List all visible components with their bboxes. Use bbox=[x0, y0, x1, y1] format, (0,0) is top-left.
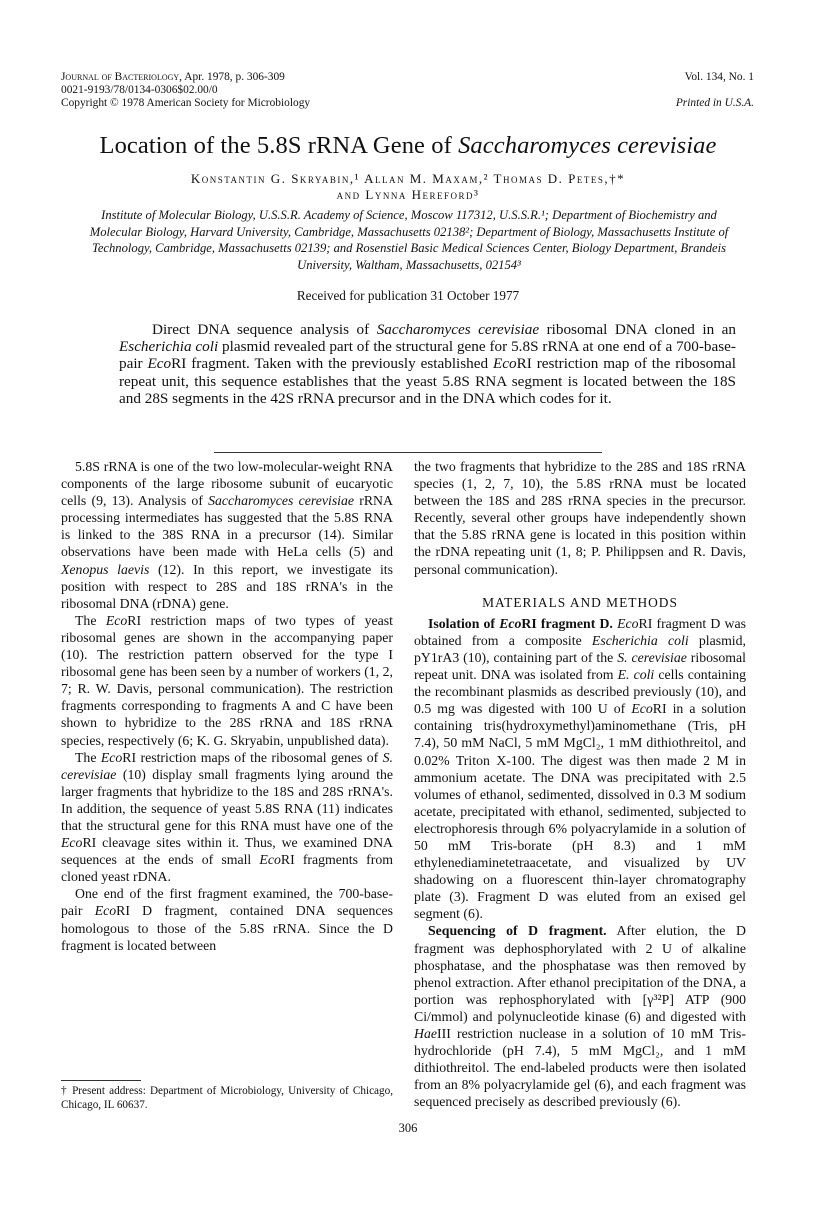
subsection-heading bbox=[428, 616, 613, 631]
body-text: (10) display small fragments lying around the larger fragments that hybridize to the 18S and 28S rRNA's. In addition, the sequence of yeast 5.8S RNA (11) indicates that the structural gene for this RNA must have one of the bbox=[61, 766, 393, 833]
body-text: ribosomal repeat unit. DNA was isolated from bbox=[414, 649, 746, 683]
enzyme-name: Eco bbox=[94, 903, 117, 919]
footnote-divider bbox=[61, 1080, 141, 1081]
body-text: (12). In this report, we investigate its position with respect to 28S and 18S rRNA's in the ribosomal DNA (rDNA) gene. bbox=[61, 561, 393, 611]
enzyme-name: Eco bbox=[259, 852, 281, 868]
abstract-text: plasmid revealed part of the structural gene for 5.8S rRNA at one end of a 700-base-pair bbox=[119, 338, 736, 373]
journal-name: Journal of Bacteriology bbox=[61, 71, 180, 83]
methods-paragraph-2 bbox=[414, 922, 746, 1110]
abstract-text: Direct DNA sequence analysis of bbox=[152, 321, 377, 338]
abstract-text: ribosomal DNA cloned in an bbox=[539, 321, 736, 338]
journal-citation bbox=[61, 71, 285, 84]
authors-line-1: Konstantin G. Skryabin,¹ Allan M. Maxam,² Thomas D. Petes,†* bbox=[190, 171, 626, 186]
body-text: cells containing the recombinant plasmids as described previously (10), and 0.5 mg was digested with 100 U of bbox=[414, 667, 747, 717]
heading-text: Isolation of bbox=[428, 615, 500, 631]
left-column bbox=[61, 458, 393, 954]
intro-paragraph-4 bbox=[61, 885, 393, 953]
body-text: RI restriction maps of two types of yeast ribosomal genes are shown in the accompanying paper (10). The restriction pattern observed for the type I ribosomal gene has been seen by a number of workers (1, 2, 7; R. W. Davis, personal communication). The restriction fragments corresponding to fragments A and C have been shown to hybridize to the 28S rRNA and 18S rRNA species, respectively (6; K. G. Skryabin, unpublished data). bbox=[61, 612, 393, 748]
species-name: Saccharomyces cerevisiae bbox=[376, 321, 540, 338]
enzyme-name: Eco bbox=[493, 355, 517, 373]
body-text: RI restriction maps of the ribosomal genes of bbox=[122, 749, 383, 765]
article-title bbox=[0, 132, 816, 160]
intro-paragraph-3 bbox=[61, 749, 393, 886]
abstract bbox=[119, 321, 736, 407]
enzyme-name: Eco bbox=[147, 355, 172, 373]
page-number: 306 bbox=[398, 1121, 418, 1135]
body-text: rRNA processing intermediates has suggested that the 5.8S RNA is linked to the 38S RNA in a precursor (14). Similar observations have been made with HeLa cells (5) and bbox=[61, 493, 393, 560]
abstract-text: RI fragment. Taken with the previously established bbox=[171, 355, 494, 373]
body-text: After elution, the D fragment was dephosphorylated with 2 U of alkaline phosphatase, and the phosphatase was then removed by phenol extraction. After ethanol precipitation of the DNA, a portion was rephosphorylated with [γ³²P] ATP (900 Ci/mmol) and polynucleotide kinase (6) and digested with bbox=[414, 923, 747, 1024]
intro-continuation: the two fragments that hybridize to the 28S and 18S rRNA species (1, 2, 7, 10), the 5.8S rRNA must be located between the 18S and 28S rRNA species in the precursor. Recently, several other groups have independently shown that the 5.8S rRNA gene is located in this position within the rDNA repeating unit (1, 8; P. Philippsen and R. Davis, personal communication). bbox=[414, 459, 746, 577]
body-text: RI cleavage sites within it. Thus, we examined DNA sequences at the ends of small bbox=[61, 835, 393, 868]
body-text: RI fragment D was obtained from a composite bbox=[414, 615, 747, 648]
methods-paragraph-1 bbox=[414, 615, 746, 923]
volume-info: Vol. 134, No. 1 bbox=[684, 71, 754, 83]
enzyme-name: Eco bbox=[100, 749, 123, 765]
body-text: 5.8S rRNA is one of the two low-molecular-weight RNA components of the large ribosome subunit of eucaryotic cells (9, 13). Analysis of bbox=[61, 459, 393, 509]
enzyme-name: Eco bbox=[631, 701, 653, 717]
abstract-paragraph bbox=[119, 321, 736, 407]
enzyme-name: Eco bbox=[105, 612, 128, 628]
title-main: Location of the 5.8S rRNA Gene of bbox=[99, 132, 459, 159]
abstract-divider bbox=[214, 452, 602, 453]
printed-in: Printed in U.S.A. bbox=[675, 97, 754, 109]
intro-paragraph-2 bbox=[61, 612, 393, 749]
authors-line-2: and Lynna Hereford³ bbox=[336, 187, 480, 202]
issn: 0021-9193/78/0134-0306$02.00/0 bbox=[61, 84, 218, 96]
body-text: One end of the first fragment examined, the 700-base-pair bbox=[61, 886, 393, 919]
enzyme-name: Eco bbox=[617, 615, 639, 631]
species-name: Escherichia coli bbox=[591, 632, 689, 648]
body-text: plasmid, pY1rA3 (10), containing part of the bbox=[414, 632, 746, 665]
species-name: S. cerevisiae bbox=[617, 649, 687, 665]
enzyme-name: Eco bbox=[499, 615, 522, 631]
footnote: † Present address: Department of Microbiology, University of Chicago, Chicago, IL 60637. bbox=[61, 1085, 393, 1111]
intro-paragraph-1 bbox=[61, 458, 393, 612]
enzyme-name: Hae bbox=[414, 1026, 437, 1041]
journal-issue-pages: , Apr. 1978, p. 306-309 bbox=[179, 71, 285, 83]
body-text: RI fragments from cloned yeast rDNA. bbox=[61, 852, 393, 885]
affiliations: Institute of Molecular Biology, U.S.S.R. Academy of Science, Moscow 117312, U.S.S.R.¹; Department of Biochemistry and Molecular Biology, Harvard University, Cambridge, Massachusetts 02138²; Department of Biology, Massachusetts Institute of Technology, Cambridge, Massachusetts 02139; and Rosenstiel Basic Medical Sciences Center, Biology Department, Brandeis University, Waltham, Massachusetts, 02154³ bbox=[89, 208, 729, 272]
received-date: Received for publication 31 October 1977 bbox=[296, 288, 520, 303]
body-text: The bbox=[75, 749, 101, 765]
section-heading: MATERIALS AND METHODS bbox=[482, 594, 678, 610]
body-text: The bbox=[75, 612, 106, 628]
enzyme-name: Eco bbox=[61, 835, 83, 851]
species-name: Saccharomyces cerevisiae bbox=[208, 493, 355, 509]
species-name: Xenopus laevis bbox=[61, 561, 150, 577]
species-name: E. coli bbox=[617, 667, 655, 683]
species-name: Escherichia coli bbox=[119, 338, 219, 356]
species-name: S. cerevisiae bbox=[61, 749, 393, 782]
heading-text: RI fragment D. bbox=[521, 615, 613, 631]
title-species: Saccharomyces cerevisiae bbox=[458, 132, 717, 159]
body-text: III restriction nuclease in a solution of 10 mM Tris-hydrochloride (pH 7.4), 5 mM MgCl₂, and 1 mM dithiothreitol. The end-labeled products were then isolated from an 8% polyacrylamide gel (6), and each fragment was sequenced precisely as described previously (6). bbox=[414, 1026, 746, 1110]
subsection-heading: Sequencing of D fragment. bbox=[428, 923, 607, 939]
body-text: RI in a solution containing tris(hydroxymethyl)aminomethane (Tris, pH 7.4), 50 mM NaCl, 5 mM MgCl₂, 1 mM dithiothreitol, and 0.02% Triton X-100. The digest was then made 2 M in ammonium acetate. The DNA was precipitated with 2.5 volumes of ethanol, sedimented, dissolved in 0.3 M sodium acetate, precipitated with ethanol, sedimented, subjected to electrophoresis through 6% polyacrylamide in a solution of 50 mM Tris-borate (pH 8.3) and 1 mM ethylenediaminetetraacetate, and visualized by UV shadowing on a fluorescent thin-layer chromatography plate (3). Fragment D was eluted from an exised gel segment (6). bbox=[414, 701, 746, 922]
right-column bbox=[414, 458, 746, 1110]
copyright: Copyright © 1978 American Society for Microbiology bbox=[61, 97, 311, 109]
body-text: RI D fragment, contained DNA sequences homologous to those of the 5.8S rRNA. Since the D fragment is located between bbox=[61, 903, 393, 953]
abstract-text: RI restriction map of the ribosomal repeat unit, this sequence establishes that the yeast 5.8S RNA segment is located between the 18S and 28S segments in the 42S rRNA precursor and in the DNA which codes for it. bbox=[119, 355, 736, 407]
